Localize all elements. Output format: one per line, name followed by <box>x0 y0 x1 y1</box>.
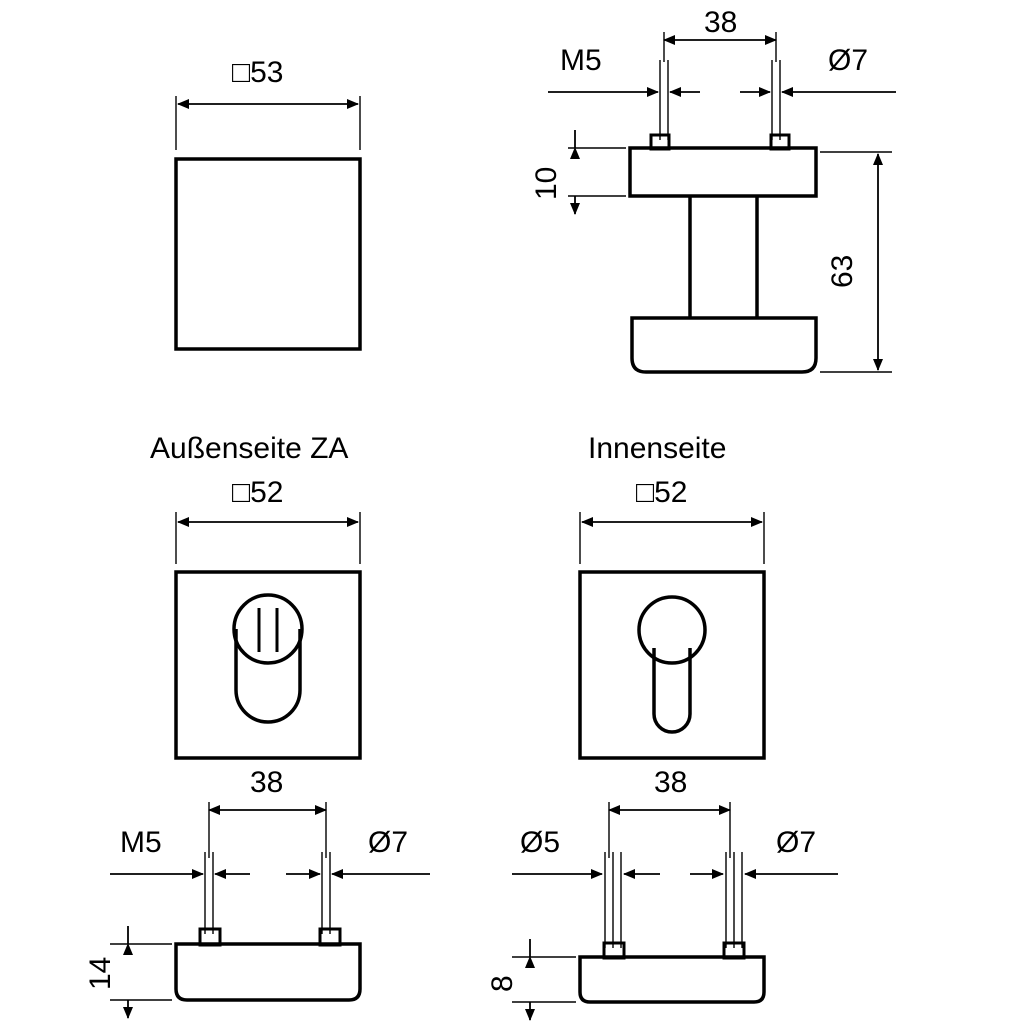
dimension-label-square-52-left: □52 <box>232 476 284 509</box>
view-title-aussenseite: Außenseite ZA <box>150 432 349 465</box>
dimension-label-square-52-right: □52 <box>636 476 688 509</box>
view-top-right-knob-side <box>548 32 896 372</box>
dimension-label-m5-top: M5 <box>560 44 602 77</box>
dimension-label-8: 8 <box>486 975 519 992</box>
dimension-label-38-bottom-right: 38 <box>654 766 688 799</box>
view-title-innenseite: Innenseite <box>588 432 727 465</box>
dimension-label-38-bottom-left: 38 <box>250 766 284 799</box>
dimension-label-63: 63 <box>826 254 859 288</box>
dimension-label-d5-bottom-right: Ø5 <box>520 826 561 859</box>
dimension-label-d7-bottom-right: Ø7 <box>776 826 817 859</box>
dimension-label-10: 10 <box>530 166 563 200</box>
dimension-label-square-53: □53 <box>232 56 284 89</box>
view-aussenseite-za <box>110 512 430 1018</box>
dimension-label-14: 14 <box>84 956 117 990</box>
dimension-label-d7-top: Ø7 <box>828 44 869 77</box>
dimension-label-d7-bottom-left: Ø7 <box>368 826 409 859</box>
dimension-label-38-top: 38 <box>704 6 738 39</box>
dimension-label-m5-bottom-left: M5 <box>120 826 162 859</box>
view-top-left-rosette <box>176 96 360 349</box>
